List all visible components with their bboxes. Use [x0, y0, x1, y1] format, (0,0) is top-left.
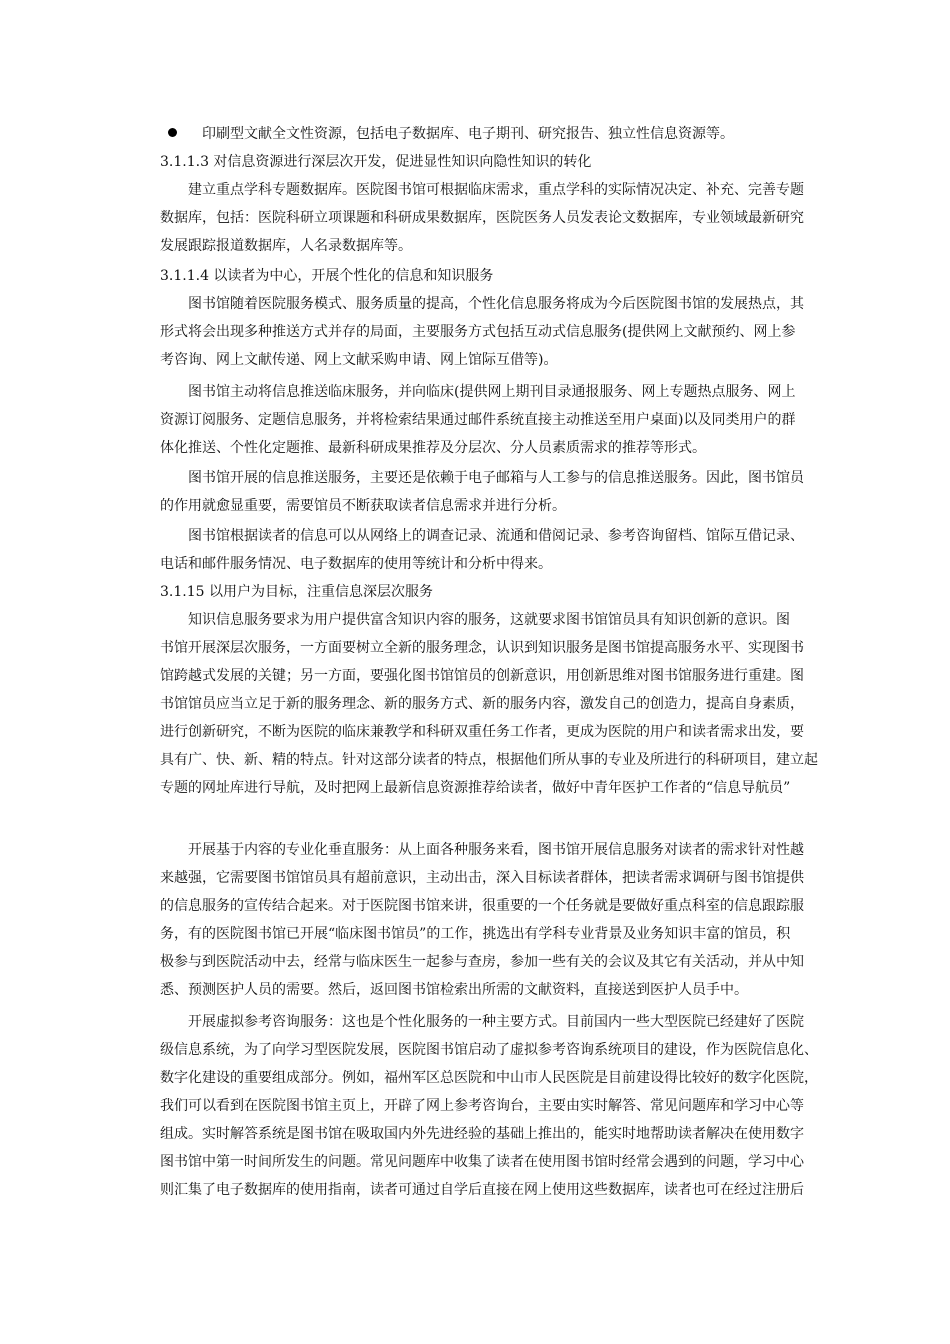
paragraph-line: 则汇集了电子数据库的使用指南，读者可通过自学后直接在网上使用这些数据库，读者也可在经过注册后: [160, 1182, 804, 1198]
paragraph-line: 开展虚拟参考咨询服务：这也是个性化服务的一种主要方式。目前国内一些大型医院已经建好了医院: [188, 1014, 804, 1030]
paragraph-line: 的作用就愈显重要，需要馆员不断获取读者信息需求并进行分析。: [160, 498, 566, 514]
bullet-text: 印刷型文献全文性资源，包括电子数据库、电子期刊、研究报告、独立性信息资源等。: [202, 126, 734, 142]
paragraph-line: 组成。实时解答系统是图书馆在吸取国内外先进经验的基础上推出的，能实时地帮助读者解决在使用数字: [160, 1126, 804, 1142]
paragraph-line: 形式将会出现多种推送方式并存的局面，主要服务方式包括互动式信息服务(提供网上文献预约、网上参: [160, 324, 796, 340]
paragraph-line: 图书馆根据读者的信息可以从网络上的调查记录、流通和借阅记录、参考咨询留档、馆际互借记录、: [188, 528, 804, 544]
paragraph-line: 级信息系统，为了向学习型医院发展，医院图书馆启动了虚拟参考咨询系统项目的建设，作为医院信息化、: [160, 1042, 818, 1058]
paragraph-line: 馆跨越式发展的关键；另一方面，要强化图书馆馆员的创新意识，用创新思维对图书馆服务进行重建。图: [160, 668, 804, 684]
paragraph-line: 悉、预测医护人员的需要。然后，返回图书馆检索出所需的文献资料，直接送到医护人员手中。: [160, 982, 748, 998]
paragraph-line: 考咨询、网上文献传递、网上文献采购申请、网上馆际互借等)。: [160, 352, 558, 368]
section-heading: 3.1.1.3 对信息资源进行深层次开发，促进显性知识向隐性知识的转化: [160, 154, 592, 170]
section-heading: 3.1.15 以用户为目标，注重信息深层次服务: [160, 584, 433, 600]
paragraph-line: 建立重点学科专题数据库。医院图书馆可根据临床需求，重点学科的实际情况决定、补充、完善专题: [188, 182, 804, 198]
paragraph-line: 书馆开展深层次服务，一方面要树立全新的服务理念，认识到知识服务是图书馆提高服务水平、实现图书: [160, 640, 804, 656]
bullet-icon: [168, 128, 177, 137]
paragraph-line: 数据库，包括：医院科研立项课题和科研成果数据库，医院医务人员发表论文数据库，专业领域最新研究: [160, 210, 804, 226]
paragraph-line: 专题的网址库进行导航，及时把网上最新信息资源推荐给读者，做好中青年医护工作者的“信息导航员”: [160, 780, 791, 796]
paragraph-line: 开展基于内容的专业化垂直服务：从上面各种服务来看，图书馆开展信息服务对读者的需求针对性越: [188, 842, 804, 858]
paragraph-line: 图书馆中第一时间所发生的问题。常见问题库中收集了读者在使用图书馆时经常会遇到的问题，学习中心: [160, 1154, 804, 1170]
paragraph-line: 发展跟踪报道数据库，人名录数据库等。: [160, 238, 412, 254]
paragraph-line: 资源订阅服务、定题信息服务，并将检索结果通过邮件系统直接主动推送至用户桌面)以及同类用户的群: [160, 412, 796, 428]
paragraph-line: 极参与到医院活动中去，经常与临床医生一起参与查房，参加一些有关的会议及其它有关活动，并从中知: [160, 954, 804, 970]
paragraph-line: 务，有的医院图书馆已开展“临床图书馆员”的工作，挑选出有学科专业背景及业务知识丰富的馆员，积: [160, 926, 791, 942]
paragraph-line: 具有广、快、新、精的特点。针对这部分读者的特点，根据他们所从事的专业及所进行的科研项目，建立起: [160, 752, 818, 768]
paragraph-line: 进行创新研究，不断为医院的临床兼教学和科研双重任务工作者，更成为医院的用户和读者需求出发，要: [160, 724, 804, 740]
paragraph-line: 数字化建设的重要组成部分。例如，福州军区总医院和中山市人民医院是目前建设得比较好的数字化医院，: [160, 1070, 818, 1086]
paragraph-line: 知识信息服务要求为用户提供富含知识内容的服务，这就要求图书馆馆员具有知识创新的意识。图: [188, 612, 790, 628]
paragraph-line: 图书馆随着医院服务模式、服务质量的提高，个性化信息服务将成为今后医院图书馆的发展热点，其: [188, 296, 804, 312]
paragraph-line: 来越强，它需要图书馆馆员具有超前意识，主动出击，深入目标读者群体，把读者需求调研与图书馆提供: [160, 870, 804, 886]
paragraph-line: 体化推送、个性化定题推、最新科研成果推荐及分层次、分人员素质需求的推荐等形式。: [160, 440, 706, 456]
section-heading: 3.1.1.4 以读者为中心，开展个性化的信息和知识服务: [160, 268, 494, 284]
bullet-list-item: [168, 120, 734, 148]
paragraph-line: 的信息服务的宣传结合起来。对于医院图书馆来讲，很重要的一个任务就是要做好重点科室的信息跟踪服: [160, 898, 804, 914]
paragraph-line: 图书馆主动将信息推送临床服务，并向临床(提供网上期刊目录通报服务、网上专题热点服务、网上: [188, 384, 796, 400]
paragraph-line: 书馆馆员应当立足于新的服务理念、新的服务方式、新的服务内容，激发自己的创造力，提高自身素质，: [160, 696, 804, 712]
paragraph-line: 我们可以看到在医院图书馆主页上，开辟了网上参考咨询台，主要由实时解答、常见问题库和学习中心等: [160, 1098, 804, 1114]
paragraph-line: 电话和邮件服务情况、电子数据库的使用等统计和分析中得来。: [160, 556, 552, 572]
paragraph-line: 图书馆开展的信息推送服务，主要还是依赖于电子邮箱与人工参与的信息推送服务。因此，图书馆员: [188, 470, 804, 486]
